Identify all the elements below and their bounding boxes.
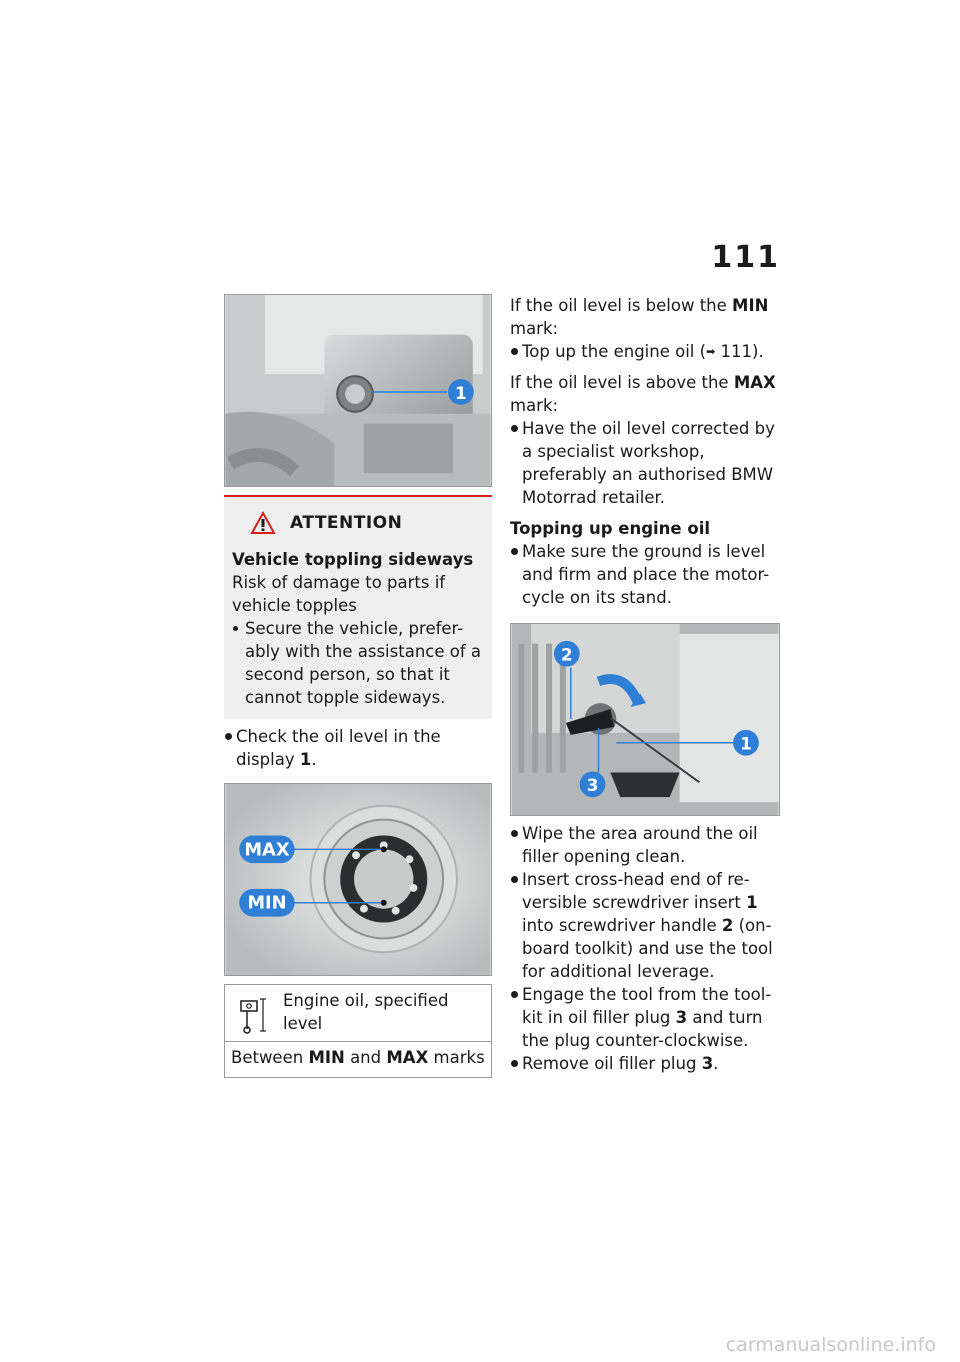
spec-table: [224, 984, 492, 1078]
callout-2: 2: [560, 644, 573, 665]
callout-3: 3: [586, 775, 599, 796]
list-item: Check the oil level in the display 1.: [224, 725, 492, 771]
prep-list: [510, 540, 782, 609]
attention-subtitle: Vehicle toppling sideways: [232, 550, 474, 569]
list-item: Top up the engine oil (➡ 111).: [510, 340, 782, 363]
spec-value: Between MIN and MAX marks: [231, 1048, 485, 1067]
list-item: Have the oil level corrected by a specialist workshop, preferably an authorised BMW Motorrad retailer.: [510, 417, 782, 509]
oil-level-window-photo: [224, 783, 492, 976]
attention-bullets: [232, 617, 484, 709]
oil-filler-plug-photo: [510, 623, 780, 816]
engine-oil-gauge-icon: [239, 995, 269, 1035]
below-min-list: [510, 340, 782, 363]
steps-list: [510, 822, 782, 1075]
left-column: [224, 294, 492, 1078]
list-item: Make sure the ground is level and firm and place the motor- cycle on its stand.: [510, 540, 782, 609]
page-number: 111: [711, 240, 780, 275]
watermark: carmanualsonline.info: [725, 1334, 936, 1356]
spec-label: Engine oil, specified level: [283, 991, 449, 1033]
above-max-text: If the oil level is above the MAX mark:: [510, 373, 776, 415]
right-column: [510, 294, 782, 1075]
list-item: Insert cross-head end of re- versible screwdriver insert 1 into screwdriver handle 2 (on- board toolkit) and use the tool for additional leverage.: [510, 868, 782, 983]
list-item: Secure the vehicle, prefer- ably with the assistance of a second person, so that it cannot topple sideways.: [232, 617, 484, 709]
attention-title: ATTENTION: [290, 513, 403, 533]
callout-1: 1: [455, 382, 467, 403]
sight-glass-illustration: [225, 784, 491, 975]
filler-plug-illustration: [511, 624, 779, 815]
engine-oil-window-photo: [224, 294, 492, 487]
max-label: MAX: [244, 839, 290, 861]
attention-risk: Risk of damage to parts if vehicle topples: [232, 573, 446, 615]
check-list: [224, 725, 492, 771]
list-item: Remove oil filler plug 3.: [510, 1052, 782, 1075]
min-label: MIN: [247, 892, 287, 914]
warning-triangle-icon: [250, 511, 276, 535]
engine-illustration: [225, 295, 491, 486]
list-item: Wipe the area around the oil filler opening clean.: [510, 822, 782, 868]
page-ref-arrow-icon: ➡: [706, 345, 716, 358]
section-title: Topping up engine oil: [510, 519, 711, 538]
list-item: Engage the tool from the tool- kit in oil filler plug 3 and turn the plug counter-clockwise.: [510, 983, 782, 1052]
above-max-list: [510, 417, 782, 509]
callout-1: 1: [740, 733, 752, 754]
below-min-text: If the oil level is below the MIN mark:: [510, 296, 769, 338]
attention-box: [224, 495, 492, 719]
